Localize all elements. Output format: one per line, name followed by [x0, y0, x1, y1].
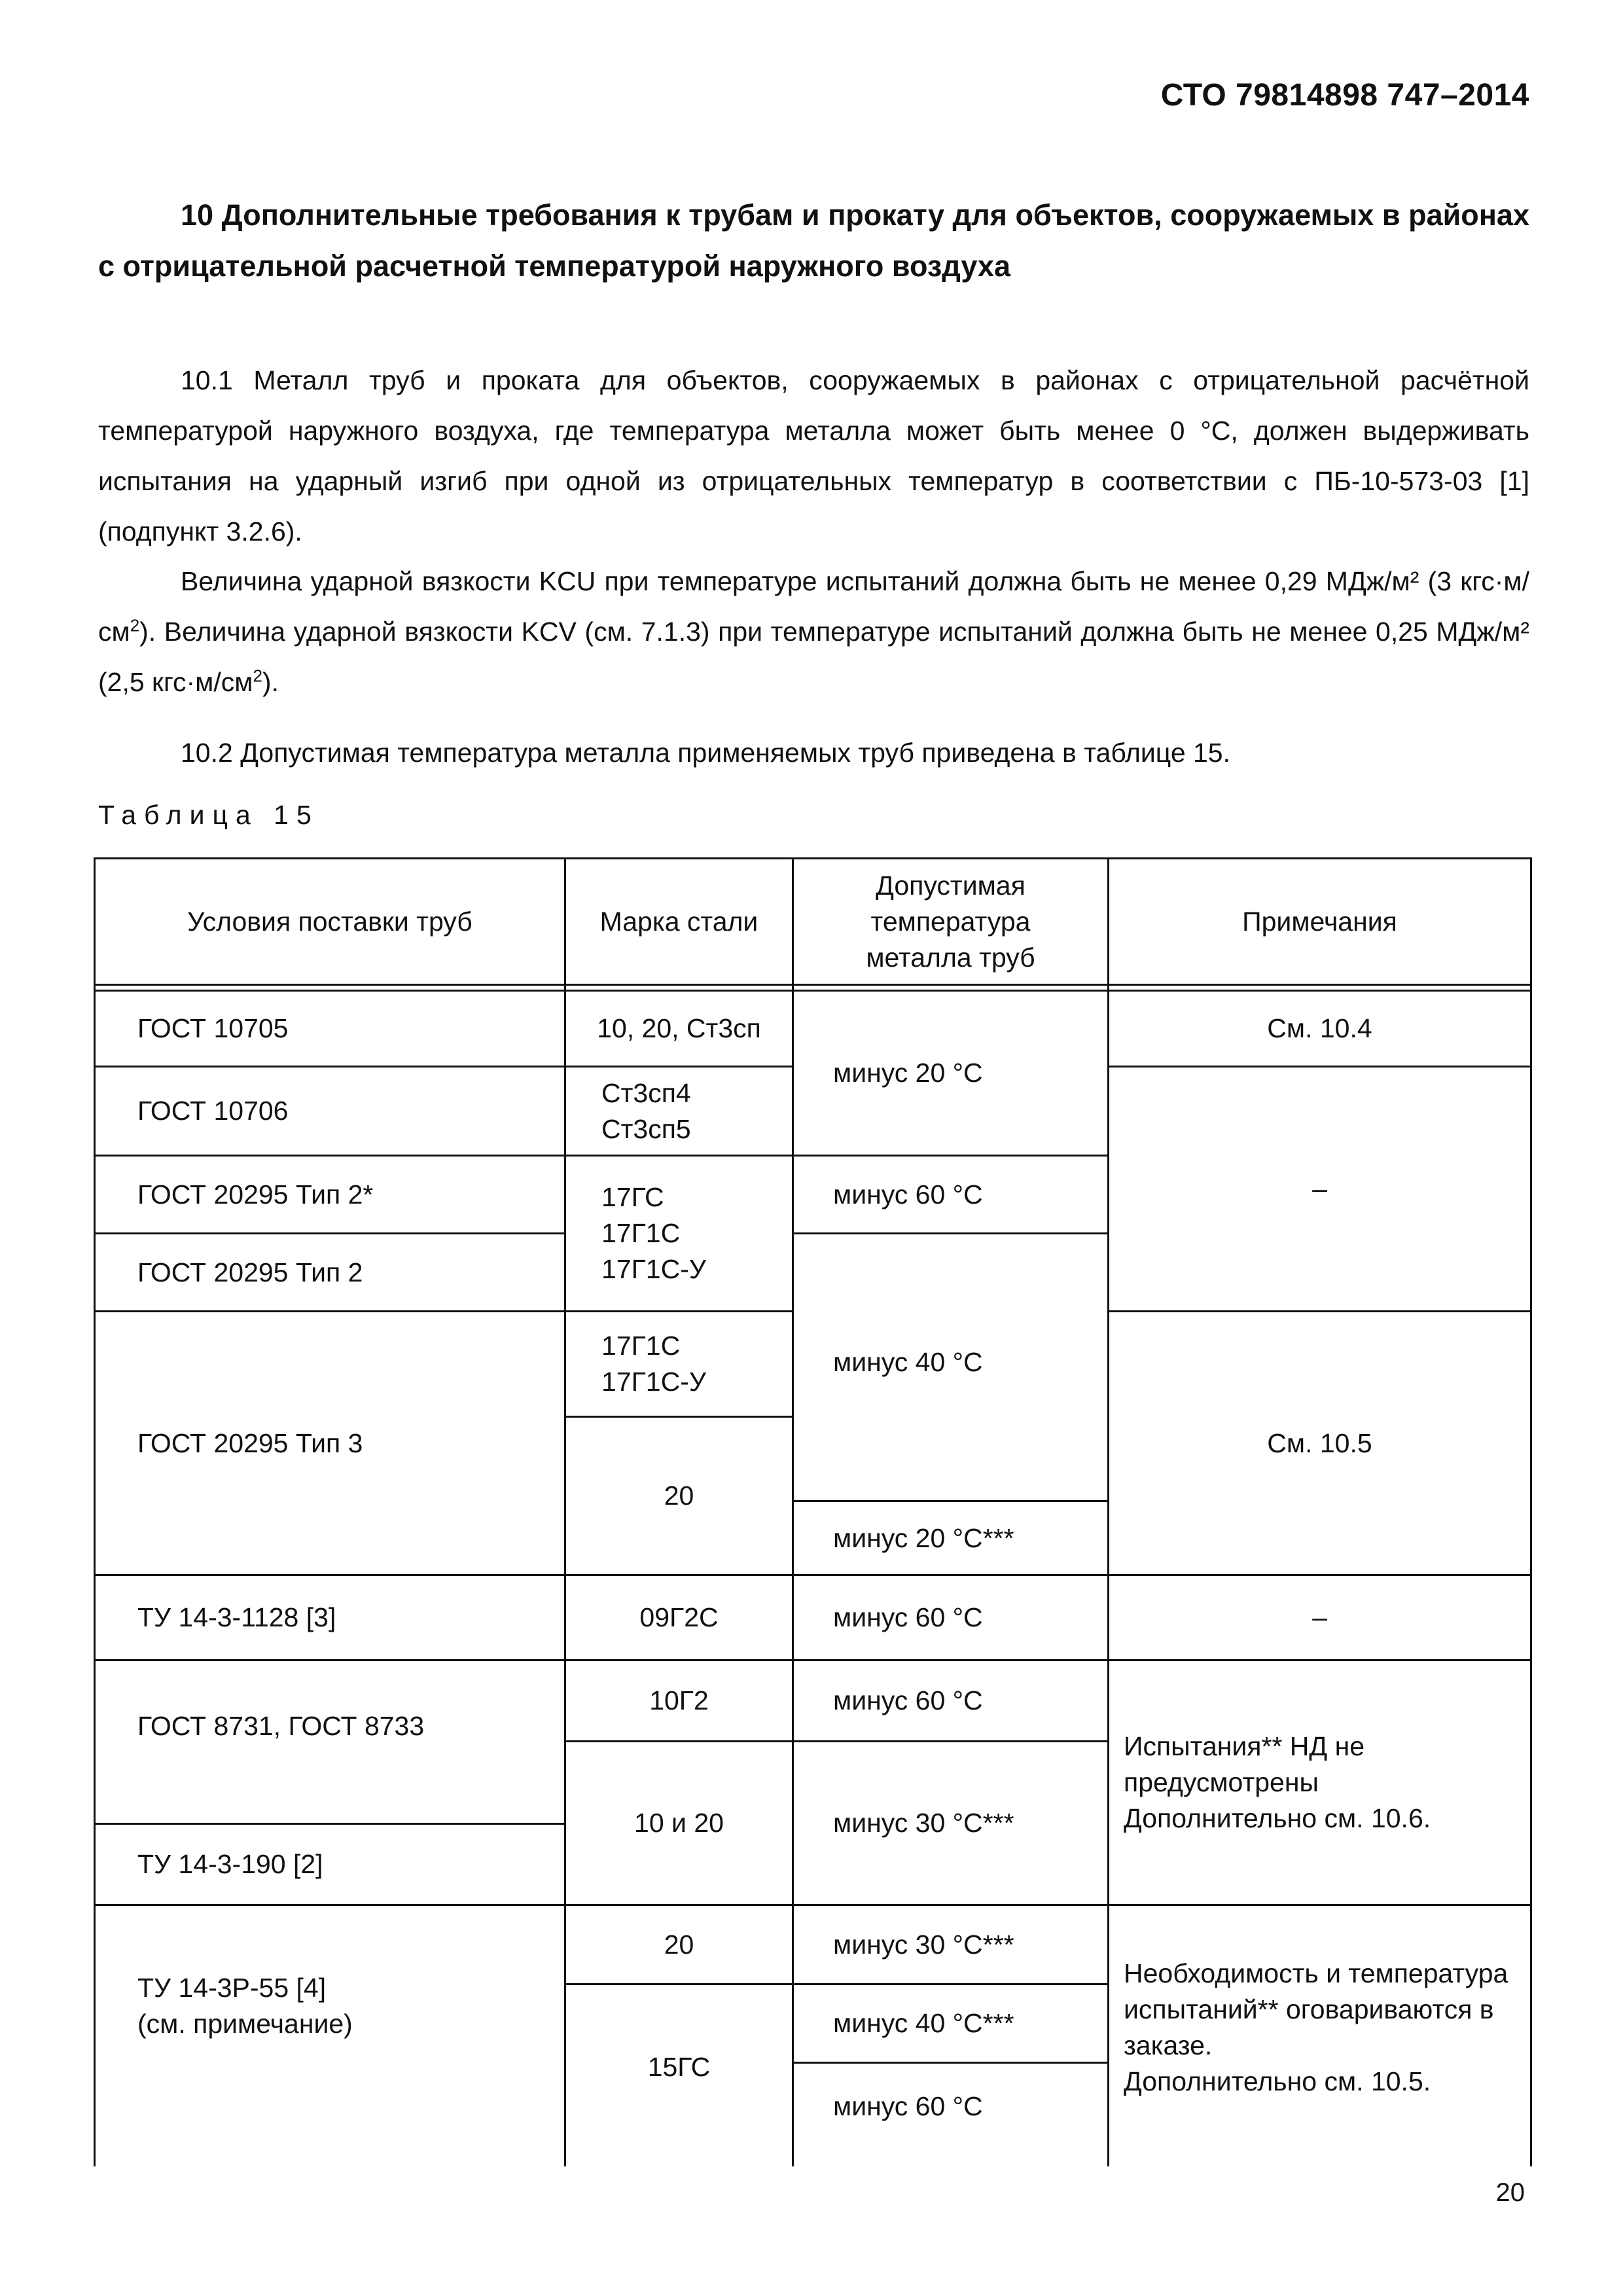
steel-grade-cell: 17Г1С 17Г1С-У	[601, 1331, 706, 1397]
table-border	[94, 984, 1532, 986]
temperature-cell: минус 30 °С***	[833, 1808, 1014, 1838]
conditions-cell: ТУ 14-3-1128 [3]	[137, 1602, 336, 1632]
conditions-cell: ГОСТ 20295 Тип 2*	[137, 1179, 374, 1210]
page-number: 20	[1495, 2178, 1525, 2207]
notes-cell: Испытания** НД не предусмотрены Дополнительно см. 10.6.	[1124, 1731, 1431, 1833]
table-caption: Таблица 15	[98, 800, 319, 830]
table-border	[1530, 857, 1532, 2166]
conditions-cell: ГОСТ 8731, ГОСТ 8733	[137, 1711, 425, 1741]
header-steel-grade: Марка стали	[599, 906, 758, 937]
temperature-cell: минус 40 °С***	[833, 2008, 1014, 2038]
document-code: СТО 79814898 747–2014	[1160, 78, 1529, 113]
superscript: 2	[253, 666, 262, 686]
superscript: 2	[130, 615, 140, 636]
notes-cell: См. 10.4	[1267, 1013, 1372, 1043]
steel-grade-cell: 10 и 20	[634, 1808, 724, 1838]
conditions-cell: ГОСТ 20295 Тип 3	[137, 1427, 363, 1458]
steel-grade-cell: 15ГС	[647, 2051, 711, 2082]
paragraph-text-part: ). Величина ударной вязкости KCV (см. 7.1.3) при температуре испытаний должна быть не менее 0,25 МДж/м² (2,5 кгс·м/см	[98, 617, 1529, 697]
header-notes: Примечания	[1242, 906, 1397, 937]
notes-cell: Необходимость и температура испытаний** оговариваются в заказе. Дополнительно см. 10.5.	[1124, 1958, 1508, 2096]
paragraph-10-2: 10.2 Допустимая температура металла применяемых труб приведена в таблице 15.	[181, 738, 1231, 768]
temperature-cell: минус 60 °С	[833, 2090, 983, 2121]
temperature-cell: минус 40 °С	[833, 1347, 983, 1377]
section-heading: 10 Дополнительные требования к трубам и прокату для объектов, сооружаемых в районах с отрицательной расчетной температурой наружного воздуха	[98, 198, 1529, 283]
temperature-cell: минус 30 °С***	[833, 1929, 1014, 1960]
notes-cell: См. 10.5	[1267, 1427, 1372, 1458]
steel-grade-cell: 10Г2	[649, 1685, 709, 1715]
temperature-cell: минус 60 °С	[833, 1179, 983, 1210]
steel-grade-cell: 10, 20, Ст3сп	[597, 1013, 761, 1043]
table-border	[94, 1904, 566, 1906]
temperature-cell: минус 20 °С***	[833, 1522, 1014, 1553]
steel-grade-cell: 09Г2С	[639, 1602, 719, 1632]
conditions-cell: ГОСТ 20295 Тип 2	[137, 1257, 363, 1287]
conditions-cell: ГОСТ 10705	[137, 1013, 289, 1043]
steel-grade-cell: Ст3сп4 Ст3сп5	[601, 1077, 691, 1144]
notes-cell: –	[1312, 1602, 1327, 1632]
steel-grade-cell: 17ГС 17Г1С 17Г1С-У	[601, 1182, 706, 1284]
paragraph-10-1: 10.1 Металл труб и проката для объектов, сооружаемых в районах с отрицательной расчётной температурой наружного воздуха, где температура металла может быть менее 0 °С, должен выдерживать испытания на ударный изгиб при одной из отрицательных температур в соответствии с ПБ-10-573-03 [1] (подпункт 3.2.6).	[98, 365, 1529, 547]
steel-grade-cell: 20	[664, 1480, 694, 1511]
steel-grade-cell: 20	[664, 1929, 694, 1960]
conditions-cell: ТУ 14-3-190 [2]	[137, 1849, 323, 1879]
header-temperature: Допустимая температура металла труб	[866, 870, 1035, 973]
temperature-cell: минус 60 °С	[833, 1602, 983, 1632]
conditions-cell: ТУ 14-3Р-55 [4] (см. примечание)	[137, 1973, 353, 2039]
temperature-cell: минус 20 °С	[833, 1058, 983, 1088]
notes-cell: –	[1312, 1174, 1327, 1204]
paragraph-text-part: ).	[262, 667, 279, 697]
temperature-cell: минус 60 °С	[833, 1685, 983, 1715]
paragraph-text-part: Величина ударной вязкости KCU при температуре испытаний должна быть не менее 0,29 МДж/м² (3 кгс·м/см	[98, 566, 1529, 647]
conditions-cell: ГОСТ 10706	[137, 1096, 289, 1126]
header-conditions: Условия поставки труб	[187, 906, 473, 937]
